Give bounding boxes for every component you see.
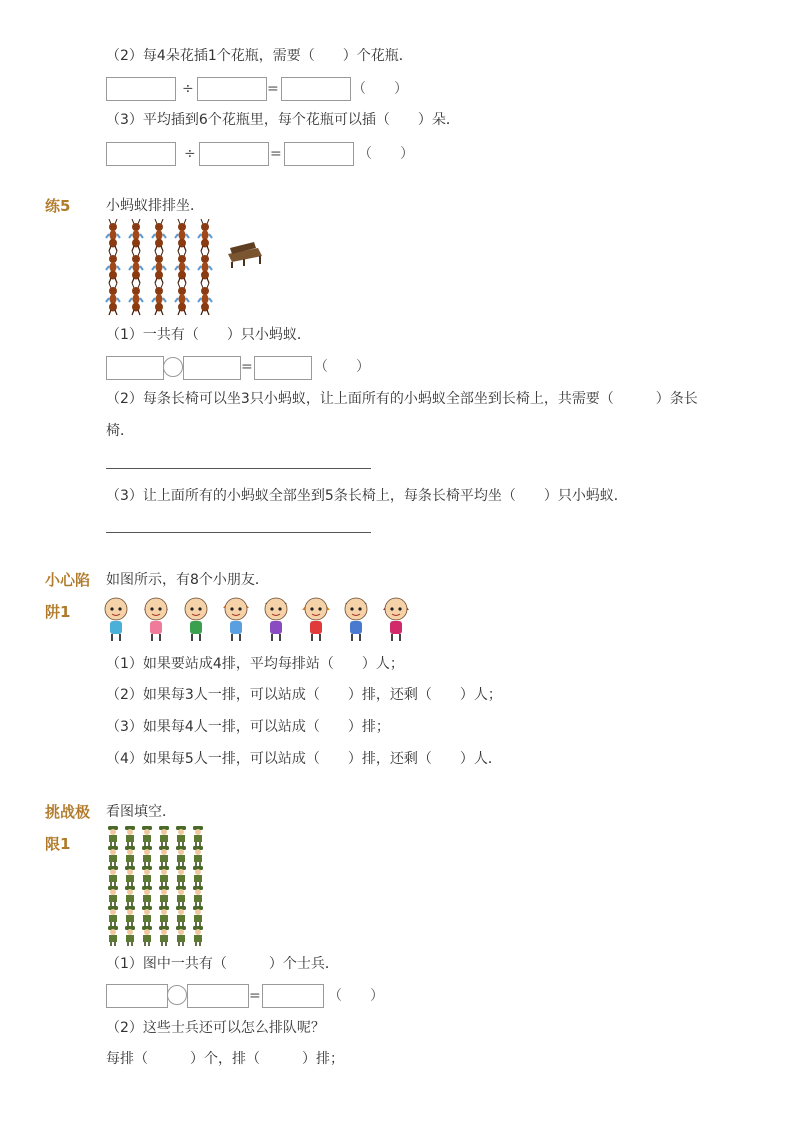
section-label-challenge-1: 挑战极 bbox=[45, 803, 91, 821]
challenge-title: 看图填空． bbox=[106, 804, 176, 820]
child-icon bbox=[265, 598, 287, 641]
trap-question-3: （3）如果每4人一排，可以站成（ ）排； bbox=[106, 719, 390, 735]
child-icon bbox=[345, 598, 367, 641]
answer-box[interactable] bbox=[199, 142, 269, 166]
child-icon bbox=[105, 598, 127, 641]
equals-sign: = bbox=[249, 988, 261, 1004]
divide-sign: ÷ bbox=[184, 146, 196, 162]
result-blank: （ ） bbox=[314, 359, 370, 375]
trap-question-1: （1）如果要站成4排，平均每排站（ ）人； bbox=[106, 656, 404, 672]
section-label-ex5: 练5 bbox=[45, 197, 71, 215]
ant-grid bbox=[104, 218, 269, 316]
bench-icon bbox=[228, 242, 262, 268]
child-icon bbox=[144, 598, 168, 641]
section-label-trap-2: 阱1 bbox=[45, 603, 71, 621]
answer-line[interactable] bbox=[106, 468, 371, 469]
operator-circle[interactable] bbox=[167, 985, 187, 1005]
answer-box[interactable] bbox=[187, 984, 249, 1008]
section-label-trap-1: 小心陷 bbox=[45, 571, 91, 589]
operator-circle[interactable] bbox=[163, 357, 183, 377]
challenge-question-2: （2）这些士兵还可以怎么排队呢？ bbox=[106, 1020, 325, 1036]
answer-box[interactable] bbox=[262, 984, 324, 1008]
result-blank: （ ） bbox=[352, 81, 408, 97]
child-icon bbox=[185, 598, 207, 641]
answer-box[interactable] bbox=[106, 356, 164, 380]
trap-question-2: （2）如果每3人一排，可以站成（ ）排，还剩（ ）人； bbox=[106, 687, 502, 703]
result-blank: （ ） bbox=[358, 146, 414, 162]
ex5-question-1: （1）一共有（ ）只小蚂蚁． bbox=[106, 327, 311, 343]
trap-title: 如图所示，有8个小朋友． bbox=[106, 572, 269, 588]
challenge-question-1: （1）图中一共有（ ）个士兵． bbox=[106, 956, 339, 972]
ex5-title: 小蚂蚁排排坐． bbox=[106, 198, 204, 214]
answer-line[interactable] bbox=[106, 532, 371, 533]
equals-sign: = bbox=[267, 81, 279, 97]
result-blank: （ ） bbox=[328, 988, 384, 1004]
child-icon bbox=[383, 598, 409, 641]
ex5-question-2-line1: （2）每条长椅可以坐3只小蚂蚁，让上面所有的小蚂蚁全部坐到长椅上，共需要（ ）条长 bbox=[106, 391, 698, 407]
answer-box[interactable] bbox=[106, 77, 176, 101]
children-row bbox=[100, 594, 440, 646]
challenge-question-3: 每排（ ）个，排（ ）排； bbox=[106, 1051, 344, 1067]
answer-box[interactable] bbox=[183, 356, 241, 380]
ant-icon bbox=[106, 251, 212, 283]
answer-box[interactable] bbox=[254, 356, 312, 380]
answer-box[interactable] bbox=[197, 77, 267, 101]
soldier-grid bbox=[104, 824, 214, 948]
equals-sign: = bbox=[241, 359, 253, 375]
flower-question-2: （2）每4朵花插1个花瓶，需要（ ）个花瓶． bbox=[106, 48, 413, 64]
trap-question-4: （4）如果每5人一排，可以站成（ ）排，还剩（ ）人． bbox=[106, 751, 502, 767]
ex5-question-3: （3）让上面所有的小蚂蚁全部坐到5条长椅上，每条长椅平均坐（ ）只小蚂蚁． bbox=[106, 488, 628, 504]
equals-sign: = bbox=[270, 146, 282, 162]
divide-sign: ÷ bbox=[182, 81, 194, 97]
ex5-question-2-line2: 椅． bbox=[106, 423, 134, 439]
answer-box[interactable] bbox=[284, 142, 354, 166]
answer-box[interactable] bbox=[106, 984, 168, 1008]
section-label-challenge-2: 限1 bbox=[45, 835, 71, 853]
flower-question-3: （3）平均插到6个花瓶里，每个花瓶可以插（ ）朵． bbox=[106, 112, 460, 128]
child-icon bbox=[302, 598, 330, 641]
child-icon bbox=[223, 598, 249, 641]
soldier-icon bbox=[108, 826, 203, 846]
answer-box[interactable] bbox=[281, 77, 351, 101]
ant-icon bbox=[106, 283, 212, 315]
ant-icon bbox=[106, 219, 212, 251]
answer-box[interactable] bbox=[106, 142, 176, 166]
